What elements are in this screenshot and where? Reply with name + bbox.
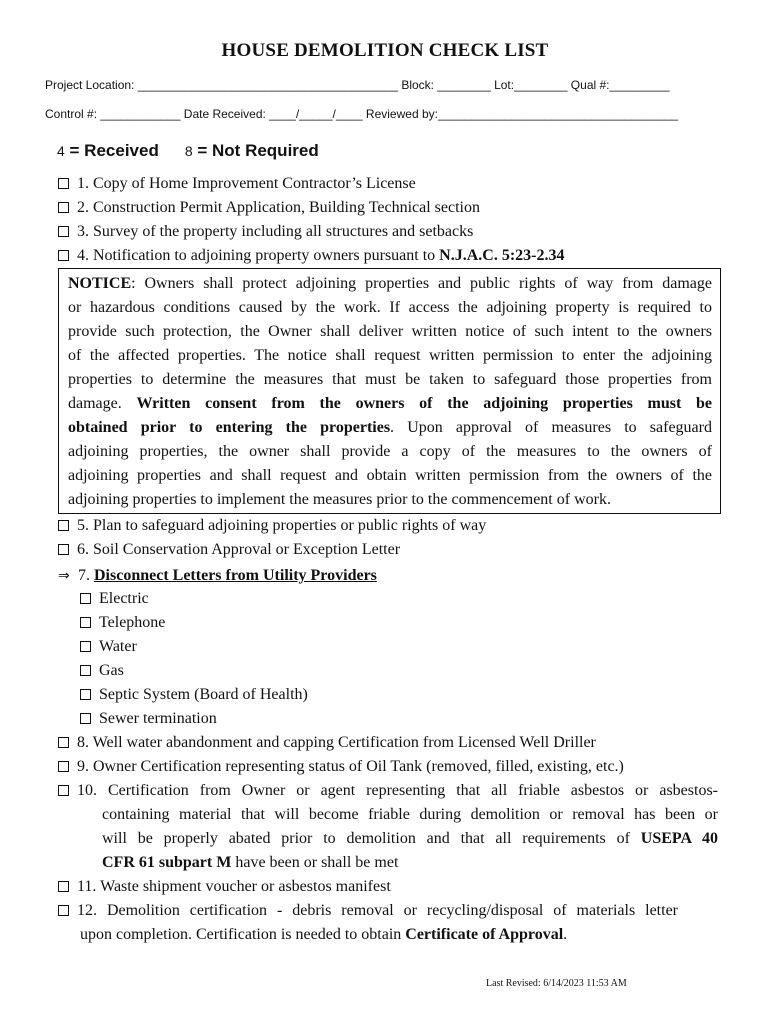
utility-item-telephone — [80, 611, 165, 635]
last-revised-footer: Last Revised: 6/14/2023 11:53 AM — [486, 978, 627, 989]
notice-emphasis: obtained prior to entering the properties — [68, 419, 391, 436]
notice-line: adjoining properties to implement the measures prior to the commencement of work. — [68, 491, 611, 508]
notice-heading: NOTICE — [68, 275, 132, 292]
checklist-item-3 — [58, 220, 473, 244]
checkbox-icon[interactable] — [58, 737, 69, 748]
project-location-line: Project Location: _______________________________________ Block: ________ Lot:________ Qual #:_________ — [45, 78, 670, 92]
checklist-item-9 — [58, 755, 624, 779]
notice-line: or hazardous conditions caused by the work. If access the adjoining property is required to — [68, 299, 712, 316]
item-label: upon completion. Certification is needed to obtain — [80, 926, 406, 943]
checklist-item-11 — [58, 875, 391, 899]
checkbox-icon[interactable] — [58, 226, 69, 237]
notice-line: properties to determine the measures that must be taken to safeguard those properties from — [68, 371, 712, 388]
item-heading: Disconnect Letters from Utility Providers — [94, 567, 377, 584]
checkbox-icon[interactable] — [58, 178, 69, 189]
utility-label: Gas — [99, 662, 124, 679]
checkbox-icon[interactable] — [58, 250, 69, 261]
legend — [57, 141, 319, 161]
notice-emphasis: Written consent from the owners of the adjoining properties must be — [136, 395, 712, 412]
utility-label: Electric — [99, 590, 149, 607]
checkbox-icon[interactable] — [80, 665, 91, 676]
notice-line: adjoining properties, the owner shall provide a copy of the measures to the owners of — [68, 443, 712, 460]
checkbox-icon[interactable] — [58, 544, 69, 555]
received-label: = Received — [69, 141, 159, 160]
notice-line: adjoining properties and shall request and obtain written permission from the owners of the — [68, 467, 712, 484]
not-required-symbol: 8 — [184, 143, 193, 159]
item-label: 9. Owner Certification representing status of Oil Tank (removed, filled, existing, etc.) — [77, 758, 624, 775]
page-title: HOUSE DEMOLITION CHECK LIST — [221, 40, 549, 61]
regulation-reference: N.J.A.C. 5:23-2.34 — [439, 247, 565, 264]
checkbox-icon[interactable] — [58, 202, 69, 213]
checkbox-icon[interactable] — [80, 689, 91, 700]
notice-line: of the affected properties. The notice shall request written permission to enter the adjoining — [68, 347, 712, 364]
item-label: 8. Well water abandonment and capping Certification from Licensed Well Driller — [77, 734, 596, 751]
item-label: 2. Construction Permit Application, Building Technical section — [77, 199, 480, 216]
certificate-name: Certificate of Approval — [405, 926, 564, 943]
utility-item-sewer — [80, 707, 217, 731]
checklist-item-5 — [58, 514, 486, 538]
item-label: 6. Soil Conservation Approval or Exception Letter — [77, 541, 401, 558]
item-label: 1. Copy of Home Improvement Contractor’s License — [77, 175, 416, 192]
utility-label: Water — [99, 638, 137, 655]
checklist-item-6 — [58, 538, 400, 562]
item-label: containing material that will become friable during demolition or removal has been or — [102, 806, 718, 823]
item-label: 4. Notification to adjoining property owners pursuant to — [77, 247, 440, 264]
checkbox-icon[interactable] — [80, 713, 91, 724]
notice-box — [58, 268, 721, 514]
notice-line: : Owners shall protect adjoining properties and public rights of way from damage — [131, 275, 712, 292]
received-symbol: 4 — [57, 143, 65, 159]
checklist-item-1 — [58, 172, 416, 196]
checkbox-icon[interactable] — [58, 520, 69, 531]
item-label: . — [563, 926, 568, 943]
checklist-item-2 — [58, 196, 480, 220]
right-arrow-icon: ⇒ — [58, 568, 70, 584]
checkbox-icon[interactable] — [58, 881, 69, 892]
item-label: 12. Demolition certification - debris removal or recycling/disposal of materials letter — [77, 902, 678, 919]
control-number-line: Control #: ____________ Date Received: ____/_____/____ Reviewed by:____________________________________ — [45, 107, 679, 121]
notice-line: damage. — [68, 395, 137, 412]
checkbox-icon[interactable] — [80, 593, 91, 604]
checkbox-icon[interactable] — [58, 785, 69, 796]
item-label: have been or shall be met — [231, 854, 399, 871]
utility-item-electric — [80, 587, 149, 611]
not-required-label: = Not Required — [197, 141, 319, 160]
item-label: 10. Certification from Owner or agent representing that all friable asbestos or asbestos- — [77, 782, 718, 799]
checkbox-icon[interactable] — [58, 761, 69, 772]
checklist-item-8 — [58, 731, 596, 755]
notice-line: provide such protection, the Owner shall deliver written notice of such intent to the owners — [68, 323, 712, 340]
utility-label: Septic System (Board of Health) — [99, 686, 308, 703]
item-label: will be properly abated prior to demolition and that all requirements of — [102, 830, 641, 847]
utility-item-gas — [80, 659, 124, 683]
checklist-item-10 — [58, 779, 718, 875]
item-label: 5. Plan to safeguard adjoining properties or public rights of way — [77, 517, 487, 534]
checklist-item-12 — [58, 899, 678, 947]
checkbox-icon[interactable] — [58, 905, 69, 916]
item-number: 7. — [78, 567, 94, 584]
notice-line: . Upon approval of measures to safeguard — [390, 419, 712, 436]
item-label: 3. Survey of the property including all structures and setbacks — [77, 223, 474, 240]
item-label: 11. Waste shipment voucher or asbestos manifest — [77, 878, 391, 895]
regulation-reference: CFR 61 subpart M — [102, 854, 232, 871]
checkbox-icon[interactable] — [80, 641, 91, 652]
utility-item-septic — [80, 683, 308, 707]
checklist-item-7 — [58, 564, 377, 588]
regulation-reference: USEPA 40 — [640, 830, 718, 847]
utility-label: Sewer termination — [99, 710, 217, 727]
utility-item-water — [80, 635, 137, 659]
checklist-item-4 — [58, 244, 564, 268]
checkbox-icon[interactable] — [80, 617, 91, 628]
utility-label: Telephone — [99, 614, 166, 631]
